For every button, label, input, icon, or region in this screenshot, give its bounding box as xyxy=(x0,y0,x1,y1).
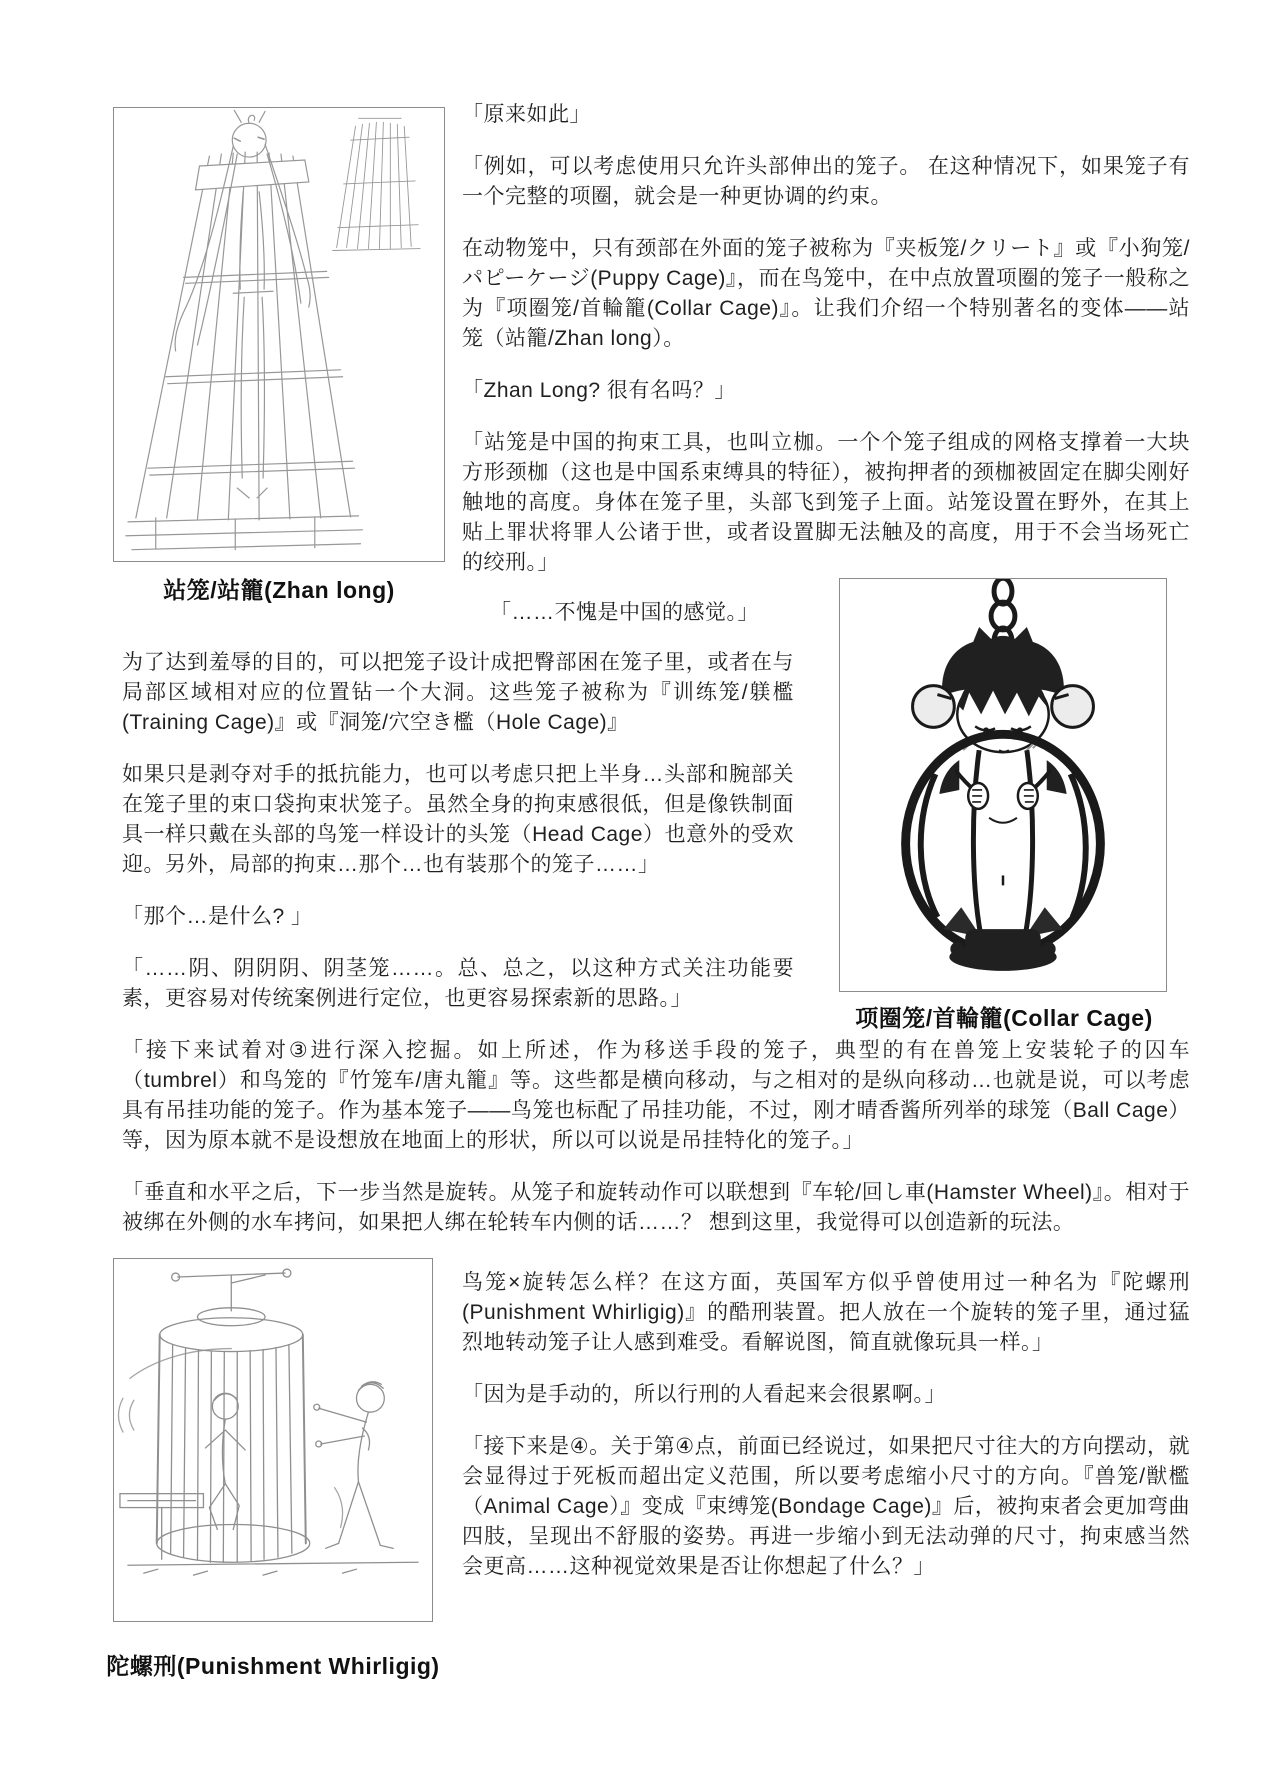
whirligig-figure xyxy=(113,1258,433,1622)
mid-left-column xyxy=(122,648,794,1036)
collar-cage-illustration xyxy=(840,579,1166,991)
whirligig-illustration xyxy=(114,1259,432,1621)
dialogue-paragraph: 「接下来试着对③进行深入挖掘。如上所述，作为移送手段的笼子，典型的有在兽笼上安装轮子的囚车（tumbrel）和鸟笼的『竹笼车/唐丸籠』等。这些都是横向移动，与之相对的是纵向移动…也就是说，可以考虑具有吊挂功能的笼子。作为基本笼子——鸟笼也标配了吊挂功能，不过，刚才晴香酱所列举的球笼（Ball Cage）等，因为原本就不是设想放在地面上的形状，所以可以说是吊挂特化的笼子。」 xyxy=(122,1039,1190,1152)
dialogue-paragraph: 「Zhan Long? 很有名吗？」 xyxy=(462,379,736,402)
standing-cage-illustration xyxy=(114,108,444,561)
zhan-long-figure xyxy=(113,107,445,562)
body-paragraph: 鸟笼×旋转怎么样？在这方面，英国军方似乎曾使用过一种名为『陀螺刑(Punishment Whirligig)』的酷刑装置。把人放在一个旋转的笼子里，通过猛烈地转动笼子让人感到难受。看解说图，简直就像玩具一样。」 xyxy=(462,1271,1190,1354)
collar-cage-figure xyxy=(839,578,1167,992)
dialogue-aside: 「……不愧是中国的感觉。」 xyxy=(490,601,759,624)
dialogue-paragraph: 「那个…是什么? 」 xyxy=(122,905,313,928)
whirligig-caption: 陀螺刑(Punishment Whirligig) xyxy=(106,1653,440,1679)
dialogue-paragraph: 「原来如此」 xyxy=(462,103,591,126)
full-width-column xyxy=(122,1036,1190,1260)
dialogue-paragraph: 「例如，可以考虑使用只允许头部伸出的笼子。 在这种情况下，如果笼子有一个完整的项圈，就会是一种更协调的约束。 xyxy=(462,155,1190,208)
dialogue-paragraph: 「垂直和水平之后，下一步当然是旋转。从笼子和旋转动作可以联想到『车轮/回し車(Hamster Wheel)』。相对于被绑在外侧的水车拷问，如果把人绑在轮转车内侧的话……？ 想到这里，我觉得可以创造新的玩法。 xyxy=(122,1181,1190,1234)
body-paragraph: 在动物笼中，只有颈部在外面的笼子被称为『夹板笼/クリート』或『小狗笼/パピーケージ(Puppy Cage)』，而在鸟笼中，在中点放置项圈的笼子一般称之为『项圈笼/首輪籠(Collar Cage)』。让我们介绍一个特别著名的变体——站笼（站籠/Zhan long）。 xyxy=(462,237,1190,350)
bottom-right-column xyxy=(462,1268,1190,1604)
dialogue-paragraph: 「站笼是中国的拘束工具，也叫立枷。一个个笼子组成的网格支撑着一大块方形颈枷（这也是中国系束缚具的特征），被拘押者的颈枷被固定在脚尖刚好触地的高度。身体在笼子里，头部飞到笼子上面。站笼设置在野外，在其上贴上罪状将罪人公诸于世，或者设置脚无法触及的高度，用于不会当场死亡的绞刑。」 xyxy=(462,431,1190,574)
dialogue-paragraph: 「因为是手动的，所以行刑的人看起来会很累啊。」 xyxy=(462,1383,946,1406)
collar-cage-caption: 项圈笼/首輪籠(Collar Cage) xyxy=(855,1005,1153,1031)
body-paragraph: 如果只是剥夺对手的抵抗能力，也可以考虑只把上半身…头部和腕部关在笼子里的束口袋拘束状笼子。虽然全身的拘束感很低，但是像铁制面具一样只戴在头部的鸟笼一样设计的头笼（Head Cage）也意外的受欢迎。另外，局部的拘束…那个…也有装那个的笼子……」 xyxy=(122,763,794,876)
dialogue-paragraph: 「接下来是④。关于第④点，前面已经说过，如果把尺寸往大的方向摆动，就会显得过于死板而超出定义范围，所以要考虑缩小尺寸的方向。『兽笼/獣檻（Animal Cage）』变成『束缚笼(Bondage Cage)』后，被拘束者会更加弯曲四肢，呈现出不舒服的姿势。再进一步缩小到无法动弹的尺寸，拘束感当然会更高……这种视觉效果是否让你想起了什么？」 xyxy=(462,1435,1190,1578)
dialogue-paragraph: 「……阴、阴阴阴、阴茎笼……。总、总之，以这种方式关注功能要素，更容易对传统案例进行定位，也更容易探索新的思路。」 xyxy=(122,957,794,1010)
top-right-column xyxy=(462,100,1190,600)
body-paragraph: 为了达到羞辱的目的，可以把笼子设计成把臀部困在笼子里，或者在与局部区域相对应的位置钻一个大洞。这些笼子被称为『训练笼/躾檻(Training Cage)』或『洞笼/穴空き檻（Hole Cage)』 xyxy=(122,651,794,734)
zhan-long-caption: 站笼/站籠(Zhan long) xyxy=(163,577,395,603)
